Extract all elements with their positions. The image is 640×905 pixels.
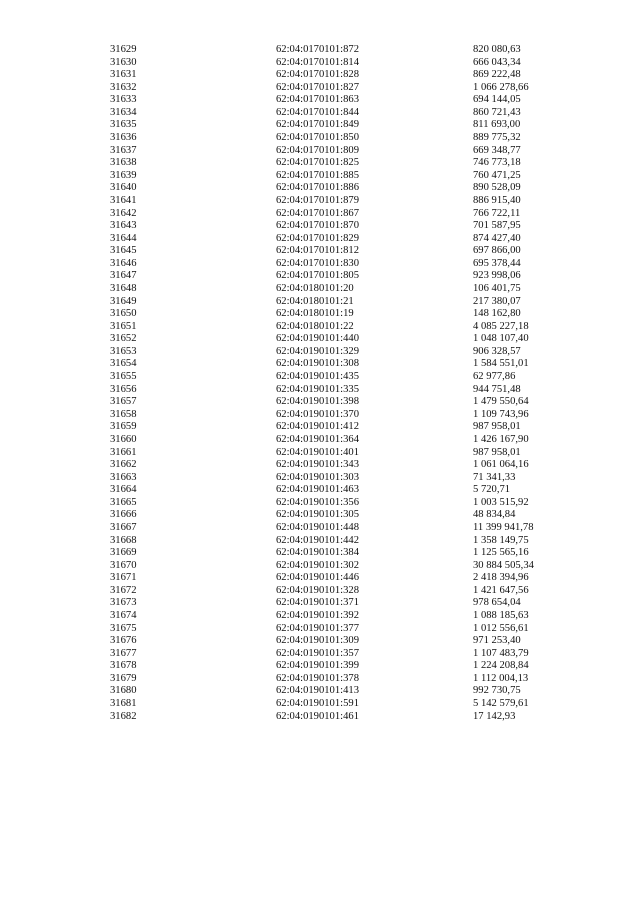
row-number: 31649 bbox=[110, 295, 137, 307]
table-row bbox=[0, 623, 640, 636]
row-number: 31631 bbox=[110, 69, 137, 81]
table-row bbox=[0, 346, 640, 359]
cadastral-value: 1 426 167,90 bbox=[473, 433, 529, 445]
table-row bbox=[0, 459, 640, 472]
cadastral-number: 62:04:0180101:21 bbox=[276, 295, 354, 307]
cadastral-number: 62:04:0190101:309 bbox=[276, 635, 359, 647]
cadastral-number: 62:04:0170101:830 bbox=[276, 257, 359, 269]
cadastral-value: 106 401,75 bbox=[473, 282, 521, 294]
table-row bbox=[0, 497, 640, 510]
cadastral-value: 148 162,80 bbox=[473, 308, 521, 320]
table-row bbox=[0, 547, 640, 560]
table-row bbox=[0, 182, 640, 195]
table-row bbox=[0, 434, 640, 447]
row-number: 31655 bbox=[110, 371, 137, 383]
row-number: 31656 bbox=[110, 383, 137, 395]
cadastral-number: 62:04:0170101:844 bbox=[276, 106, 359, 118]
row-number: 31633 bbox=[110, 94, 137, 106]
table-row bbox=[0, 145, 640, 158]
cadastral-number: 62:04:0190101:335 bbox=[276, 383, 359, 395]
row-number: 31632 bbox=[110, 81, 137, 93]
table-row bbox=[0, 396, 640, 409]
table-row bbox=[0, 421, 640, 434]
cadastral-value: 48 834,84 bbox=[473, 509, 516, 521]
cadastral-number: 62:04:0190101:364 bbox=[276, 433, 359, 445]
table-row bbox=[0, 572, 640, 585]
cadastral-number: 62:04:0190101:308 bbox=[276, 358, 359, 370]
cadastral-value: 1 088 185,63 bbox=[473, 610, 529, 622]
row-number: 31682 bbox=[110, 710, 137, 722]
cadastral-number: 62:04:0170101:879 bbox=[276, 194, 359, 206]
row-number: 31645 bbox=[110, 245, 137, 257]
table-row bbox=[0, 258, 640, 271]
row-number: 31644 bbox=[110, 232, 137, 244]
table-row bbox=[0, 409, 640, 422]
table-row bbox=[0, 711, 640, 724]
row-number: 31635 bbox=[110, 119, 137, 131]
cadastral-number: 62:04:0190101:398 bbox=[276, 396, 359, 408]
table-row bbox=[0, 660, 640, 673]
row-number: 31663 bbox=[110, 471, 137, 483]
cadastral-number: 62:04:0170101:886 bbox=[276, 182, 359, 194]
cadastral-value: 30 884 505,34 bbox=[473, 559, 534, 571]
row-number: 31678 bbox=[110, 660, 137, 672]
row-number: 31672 bbox=[110, 584, 137, 596]
table-row bbox=[0, 119, 640, 132]
cadastral-number: 62:04:0190101:303 bbox=[276, 471, 359, 483]
cadastral-value: 1 584 551,01 bbox=[473, 358, 529, 370]
cadastral-value: 869 222,48 bbox=[473, 69, 521, 81]
cadastral-number: 62:04:0190101:370 bbox=[276, 408, 359, 420]
cadastral-number: 62:04:0190101:412 bbox=[276, 421, 359, 433]
cadastral-number: 62:04:0190101:399 bbox=[276, 660, 359, 672]
table-row bbox=[0, 635, 640, 648]
cadastral-value: 746 773,18 bbox=[473, 157, 521, 169]
cadastral-number: 62:04:0190101:463 bbox=[276, 484, 359, 496]
cadastral-number: 62:04:0170101:809 bbox=[276, 144, 359, 156]
row-number: 31650 bbox=[110, 308, 137, 320]
cadastral-value: 1 061 064,16 bbox=[473, 459, 529, 471]
cadastral-value: 874 427,40 bbox=[473, 232, 521, 244]
row-number: 31629 bbox=[110, 44, 137, 55]
row-number: 31675 bbox=[110, 622, 137, 634]
cadastral-number: 62:04:0190101:305 bbox=[276, 509, 359, 521]
row-number: 31665 bbox=[110, 496, 137, 508]
cadastral-value: 1 125 565,16 bbox=[473, 547, 529, 559]
table-row bbox=[0, 245, 640, 258]
cadastral-value: 820 080,63 bbox=[473, 44, 521, 55]
table-row bbox=[0, 69, 640, 82]
cadastral-number: 62:04:0170101:849 bbox=[276, 119, 359, 131]
table-row bbox=[0, 321, 640, 334]
row-number: 31676 bbox=[110, 635, 137, 647]
row-number: 31680 bbox=[110, 685, 137, 697]
cadastral-value: 1 109 743,96 bbox=[473, 408, 529, 420]
table-row bbox=[0, 333, 640, 346]
cadastral-number: 62:04:0190101:377 bbox=[276, 622, 359, 634]
table-row bbox=[0, 57, 640, 70]
cadastral-number: 62:04:0190101:343 bbox=[276, 459, 359, 471]
row-number: 31668 bbox=[110, 534, 137, 546]
cadastral-value: 2 418 394,96 bbox=[473, 572, 529, 584]
cadastral-value: 701 587,95 bbox=[473, 220, 521, 232]
cadastral-value: 906 328,57 bbox=[473, 345, 521, 357]
table-row bbox=[0, 509, 640, 522]
cadastral-value: 666 043,34 bbox=[473, 56, 521, 68]
row-number: 31657 bbox=[110, 396, 137, 408]
cadastral-number: 62:04:0190101:371 bbox=[276, 597, 359, 609]
table-row bbox=[0, 447, 640, 460]
row-number: 31666 bbox=[110, 509, 137, 521]
cadastral-value: 4 085 227,18 bbox=[473, 320, 529, 332]
row-number: 31648 bbox=[110, 282, 137, 294]
cadastral-value: 811 693,00 bbox=[473, 119, 521, 131]
row-number: 31662 bbox=[110, 459, 137, 471]
row-number: 31654 bbox=[110, 358, 137, 370]
cadastral-number: 62:04:0170101:812 bbox=[276, 245, 359, 257]
row-number: 31661 bbox=[110, 446, 137, 458]
table-row bbox=[0, 296, 640, 309]
row-number: 31664 bbox=[110, 484, 137, 496]
table-row bbox=[0, 585, 640, 598]
cadastral-number: 62:04:0190101:413 bbox=[276, 685, 359, 697]
cadastral-value: 695 378,44 bbox=[473, 257, 521, 269]
cadastral-value: 760 471,25 bbox=[473, 169, 521, 181]
row-number: 31646 bbox=[110, 257, 137, 269]
table-row bbox=[0, 170, 640, 183]
row-number: 31674 bbox=[110, 610, 137, 622]
table-row bbox=[0, 673, 640, 686]
row-number: 31669 bbox=[110, 547, 137, 559]
cadastral-number: 62:04:0190101:357 bbox=[276, 647, 359, 659]
cadastral-number: 62:04:0190101:378 bbox=[276, 672, 359, 684]
row-number: 31636 bbox=[110, 132, 137, 144]
cadastral-value: 971 253,40 bbox=[473, 635, 521, 647]
cadastral-value-table bbox=[0, 44, 640, 723]
cadastral-value: 890 528,09 bbox=[473, 182, 521, 194]
row-number: 31679 bbox=[110, 672, 137, 684]
cadastral-value: 1 358 149,75 bbox=[473, 534, 529, 546]
row-number: 31634 bbox=[110, 106, 137, 118]
cadastral-number: 62:04:0170101:805 bbox=[276, 270, 359, 282]
cadastral-number: 62:04:0180101:19 bbox=[276, 308, 354, 320]
row-number: 31660 bbox=[110, 433, 137, 445]
table-row bbox=[0, 157, 640, 170]
cadastral-value: 71 341,33 bbox=[473, 471, 516, 483]
table-row bbox=[0, 233, 640, 246]
table-row bbox=[0, 107, 640, 120]
table-row bbox=[0, 685, 640, 698]
cadastral-number: 62:04:0190101:435 bbox=[276, 371, 359, 383]
cadastral-number: 62:04:0170101:827 bbox=[276, 81, 359, 93]
cadastral-number: 62:04:0180101:20 bbox=[276, 282, 354, 294]
row-number: 31671 bbox=[110, 572, 137, 584]
row-number: 31637 bbox=[110, 144, 137, 156]
row-number: 31643 bbox=[110, 220, 137, 232]
row-number: 31670 bbox=[110, 559, 137, 571]
table-row bbox=[0, 195, 640, 208]
cadastral-number: 62:04:0190101:302 bbox=[276, 559, 359, 571]
cadastral-value: 978 654,04 bbox=[473, 597, 521, 609]
cadastral-value: 992 730,75 bbox=[473, 685, 521, 697]
cadastral-value: 697 866,00 bbox=[473, 245, 521, 257]
cadastral-number: 62:04:0190101:329 bbox=[276, 345, 359, 357]
cadastral-value: 62 977,86 bbox=[473, 371, 516, 383]
table-row bbox=[0, 44, 640, 57]
cadastral-number: 62:04:0190101:392 bbox=[276, 610, 359, 622]
cadastral-number: 62:04:0170101:829 bbox=[276, 232, 359, 244]
table-row bbox=[0, 94, 640, 107]
row-number: 31658 bbox=[110, 408, 137, 420]
table-row bbox=[0, 472, 640, 485]
row-number: 31651 bbox=[110, 320, 137, 332]
table-row bbox=[0, 648, 640, 661]
table-row bbox=[0, 610, 640, 623]
row-number: 31639 bbox=[110, 169, 137, 181]
cadastral-number: 62:04:0190101:446 bbox=[276, 572, 359, 584]
cadastral-value: 923 998,06 bbox=[473, 270, 521, 282]
cadastral-number: 62:04:0170101:828 bbox=[276, 69, 359, 81]
cadastral-number: 62:04:0190101:448 bbox=[276, 521, 359, 533]
cadastral-value: 1 107 483,79 bbox=[473, 647, 529, 659]
row-number: 31667 bbox=[110, 521, 137, 533]
cadastral-number: 62:04:0170101:885 bbox=[276, 169, 359, 181]
table-row bbox=[0, 220, 640, 233]
row-number: 31630 bbox=[110, 56, 137, 68]
cadastral-value: 1 224 208,84 bbox=[473, 660, 529, 672]
cadastral-value: 860 721,43 bbox=[473, 106, 521, 118]
cadastral-value: 694 144,05 bbox=[473, 94, 521, 106]
cadastral-number: 62:04:0190101:440 bbox=[276, 333, 359, 345]
cadastral-value: 217 380,07 bbox=[473, 295, 521, 307]
row-number: 31640 bbox=[110, 182, 137, 194]
cadastral-value: 1 003 515,92 bbox=[473, 496, 529, 508]
table-row bbox=[0, 522, 640, 535]
cadastral-number: 62:04:0190101:356 bbox=[276, 496, 359, 508]
row-number: 31641 bbox=[110, 194, 137, 206]
row-number: 31652 bbox=[110, 333, 137, 345]
cadastral-value: 669 348,77 bbox=[473, 144, 521, 156]
table-row bbox=[0, 484, 640, 497]
table-row bbox=[0, 283, 640, 296]
cadastral-number: 62:04:0170101:825 bbox=[276, 157, 359, 169]
table-row bbox=[0, 384, 640, 397]
cadastral-value: 1 479 550,64 bbox=[473, 396, 529, 408]
cadastral-number: 62:04:0190101:401 bbox=[276, 446, 359, 458]
cadastral-number: 62:04:0170101:863 bbox=[276, 94, 359, 106]
cadastral-number: 62:04:0170101:814 bbox=[276, 56, 359, 68]
cadastral-number: 62:04:0180101:22 bbox=[276, 320, 354, 332]
table-row bbox=[0, 560, 640, 573]
table-row bbox=[0, 371, 640, 384]
row-number: 31673 bbox=[110, 597, 137, 609]
cadastral-number: 62:04:0170101:872 bbox=[276, 44, 359, 55]
cadastral-value: 889 775,32 bbox=[473, 132, 521, 144]
cadastral-value: 886 915,40 bbox=[473, 194, 521, 206]
table-row bbox=[0, 208, 640, 221]
cadastral-value: 5 142 579,61 bbox=[473, 698, 529, 710]
cadastral-value: 944 751,48 bbox=[473, 383, 521, 395]
table-row bbox=[0, 132, 640, 145]
row-number: 31642 bbox=[110, 207, 137, 219]
cadastral-value: 11 399 941,78 bbox=[473, 521, 534, 533]
cadastral-value: 1 048 107,40 bbox=[473, 333, 529, 345]
table-row bbox=[0, 358, 640, 371]
cadastral-number: 62:04:0170101:870 bbox=[276, 220, 359, 232]
cadastral-number: 62:04:0190101:442 bbox=[276, 534, 359, 546]
table-row bbox=[0, 597, 640, 610]
table-row bbox=[0, 535, 640, 548]
cadastral-number: 62:04:0190101:384 bbox=[276, 547, 359, 559]
row-number: 31681 bbox=[110, 698, 137, 710]
cadastral-value: 1 421 647,56 bbox=[473, 584, 529, 596]
cadastral-value: 5 720,71 bbox=[473, 484, 511, 496]
row-number: 31638 bbox=[110, 157, 137, 169]
cadastral-value: 987 958,01 bbox=[473, 421, 521, 433]
row-number: 31653 bbox=[110, 345, 137, 357]
cadastral-value: 1 066 278,66 bbox=[473, 81, 529, 93]
row-number: 31677 bbox=[110, 647, 137, 659]
row-number: 31659 bbox=[110, 421, 137, 433]
table-row bbox=[0, 82, 640, 95]
cadastral-value: 1 012 556,61 bbox=[473, 622, 529, 634]
cadastral-number: 62:04:0190101:461 bbox=[276, 710, 359, 722]
table-row bbox=[0, 308, 640, 321]
cadastral-value: 766 722,11 bbox=[473, 207, 521, 219]
row-number: 31647 bbox=[110, 270, 137, 282]
cadastral-number: 62:04:0170101:850 bbox=[276, 132, 359, 144]
cadastral-value: 1 112 004,13 bbox=[473, 672, 529, 684]
cadastral-number: 62:04:0190101:591 bbox=[276, 698, 359, 710]
cadastral-number: 62:04:0170101:867 bbox=[276, 207, 359, 219]
cadastral-number: 62:04:0190101:328 bbox=[276, 584, 359, 596]
table-row bbox=[0, 698, 640, 711]
table-row bbox=[0, 270, 640, 283]
cadastral-value: 987 958,01 bbox=[473, 446, 521, 458]
cadastral-value: 17 142,93 bbox=[473, 710, 516, 722]
